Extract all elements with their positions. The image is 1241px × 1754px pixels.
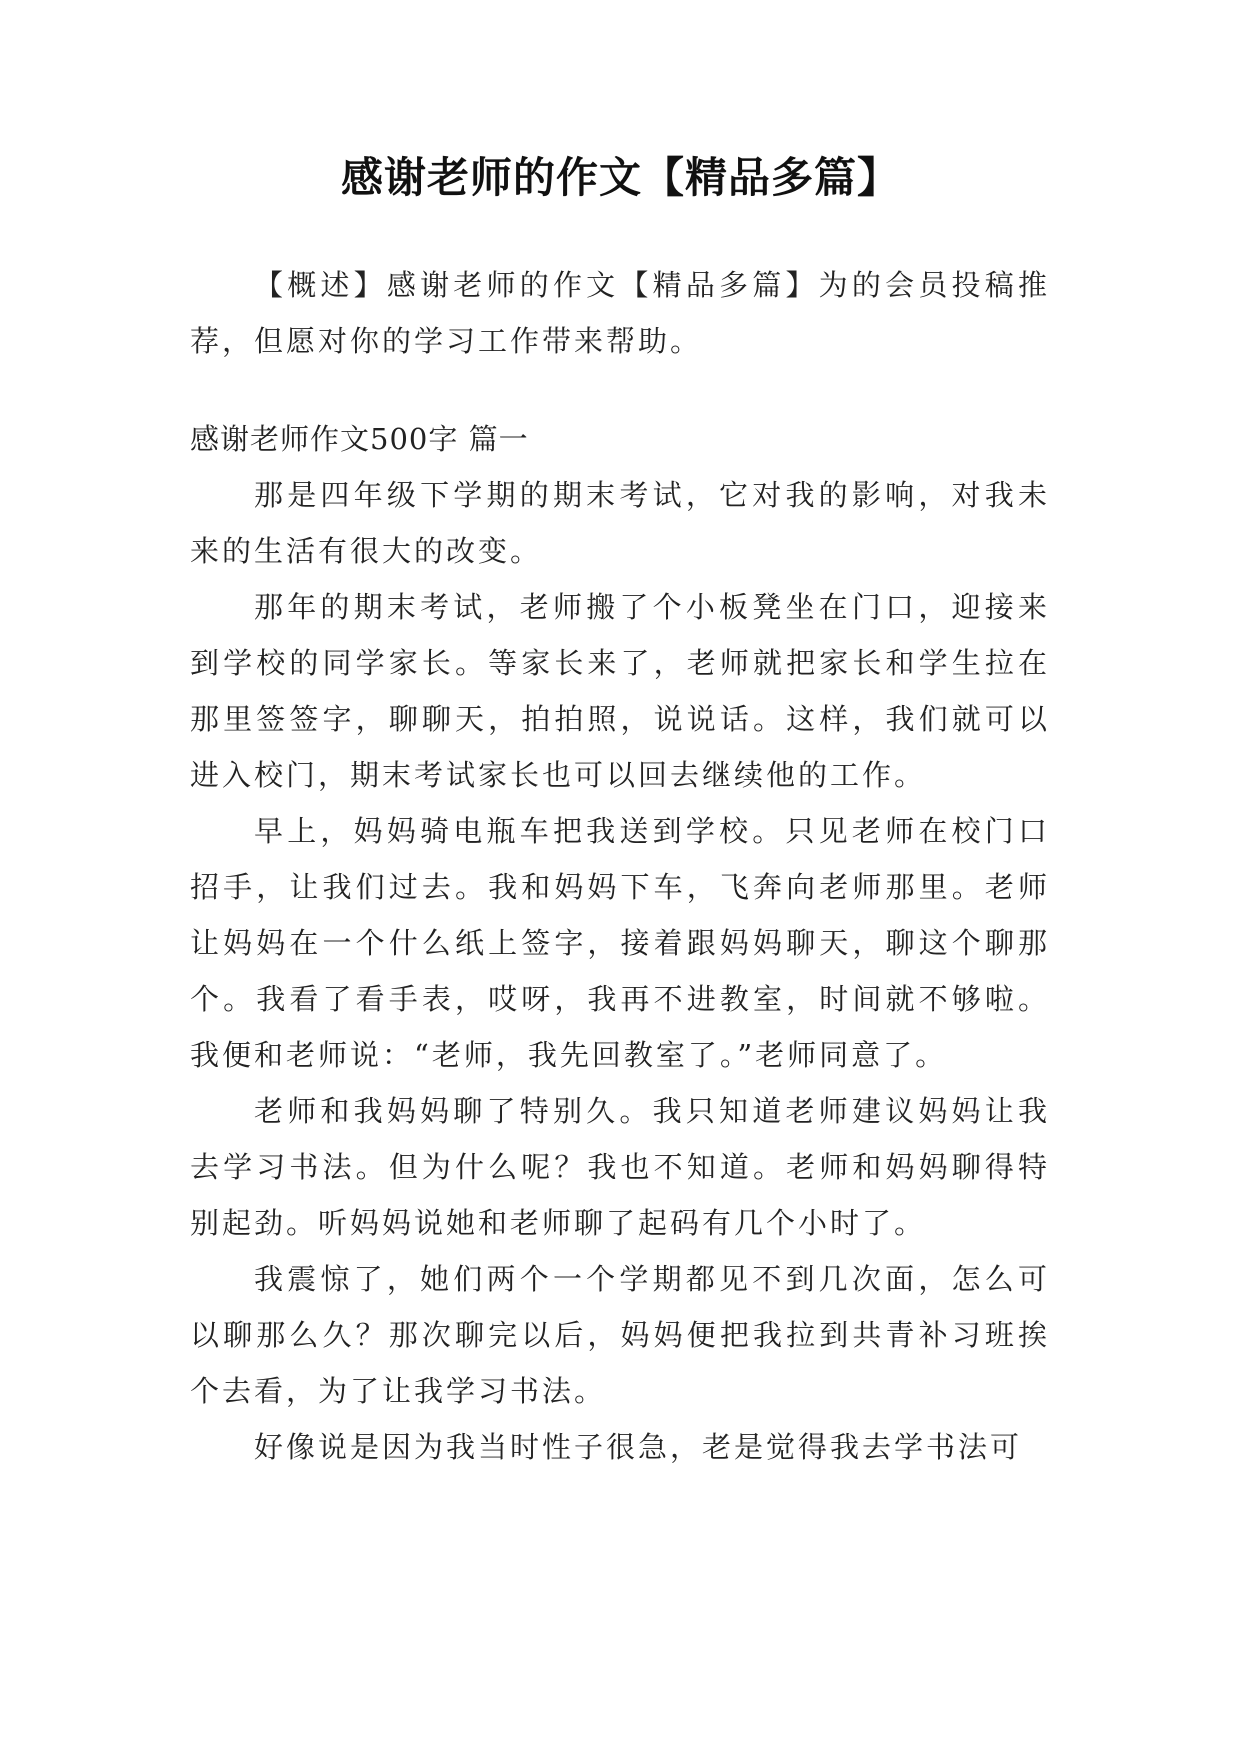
body-paragraph: 早上，妈妈骑电瓶车把我送到学校。只见老师在校门口招手，让我们过去。我和妈妈下车，飞奔向老师那里。老师让妈妈在一个什么纸上签字，接着跟妈妈聊天，聊这个聊那个。我看了看手表，哎呀，我再不进教室，时间就不够啦。我便和老师说：“老师，我先回教室了。”老师同意了。 (190, 814, 1050, 1072)
section-heading: 感谢老师作文500字 篇一 (190, 422, 529, 456)
body-paragraph: 老师和我妈妈聊了特别久。我只知道老师建议妈妈让我去学习书法。但为什么呢？我也不知道。老师和妈妈聊得特别起劲。听妈妈说她和老师聊了起码有几个小时了。 (190, 1094, 1050, 1240)
summary-paragraph: 【概述】感谢老师的作文【精品多篇】为的会员投稿推荐，但愿对你的学习工作带来帮助。 (190, 268, 1050, 358)
body-paragraph: 我震惊了，她们两个一个学期都见不到几次面，怎么可以聊那么久？那次聊完以后，妈妈便把我拉到共青补习班挨个去看，为了让我学习书法。 (190, 1262, 1050, 1408)
article-body (190, 411, 1050, 1475)
body-paragraph: 那是四年级下学期的期末考试，它对我的影响，对我未来的生活有很大的改变。 (190, 478, 1050, 568)
document-title: 感谢老师的作文【精品多篇】 (340, 153, 900, 202)
body-paragraph: 好像说是因为我当时性子很急，老是觉得我去学书法可 (254, 1430, 1023, 1464)
body-paragraph: 那年的期末考试，老师搬了个小板凳坐在门口，迎接来到学校的同学家长。等家长来了，老师就把家长和学生拉在那里签签字，聊聊天，拍拍照，说说话。这样，我们就可以进入校门，期末考试家长也可以回去继续他的工作。 (190, 590, 1050, 792)
summary-block (190, 257, 1050, 369)
